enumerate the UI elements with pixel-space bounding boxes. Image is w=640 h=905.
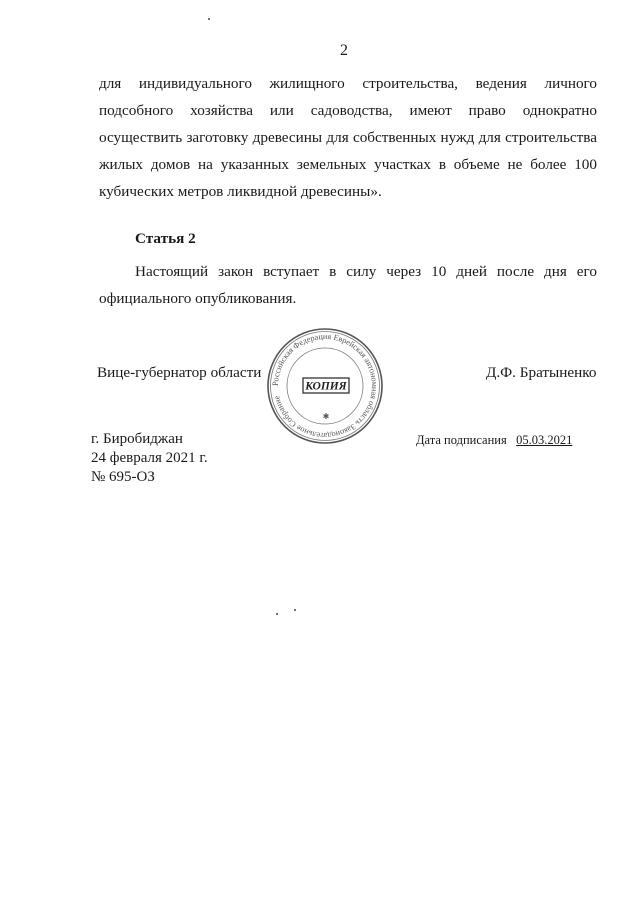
paragraph: для индивидуального жилищного строительства, ведения личного подсобного хозяйства или садоводства, имеют право однократно осуществить заготовку древесины для собственных нужд для строительства жилых домов на указанных земельных участках в объеме не более 100 кубических метров ликвидной древесины». [99,75,597,200]
signatory-name: Д.Ф. Братыненко [486,364,597,381]
star-icon: ✱ [322,412,330,421]
sign-date-value: 05.03.2021 [516,433,573,447]
signing-date: 24 февраля 2021 г. [91,450,208,466]
paragraph: Настоящий закон вступает в силу через 10 дней после дня его официального опубликования. [99,263,597,307]
seal-ring-text: Российская Федерация Еврейская автономная область Законодательное Собрание [270,331,380,441]
seal-copy-mark: КОПИЯ [305,380,347,393]
sign-date [416,433,572,448]
scan-speck [294,609,296,611]
scan-speck [208,18,210,20]
signing-city: г. Биробиджан [91,431,183,447]
page-number: 2 [340,42,348,59]
law-number: № 695-ОЗ [91,469,155,485]
signatory-title: Вице-губернатор области [97,364,262,381]
official-seal-stamp [266,327,384,445]
sign-date-label: Дата подписания [416,433,507,447]
scan-speck [276,613,278,615]
article-heading: Статья 2 [135,230,196,247]
